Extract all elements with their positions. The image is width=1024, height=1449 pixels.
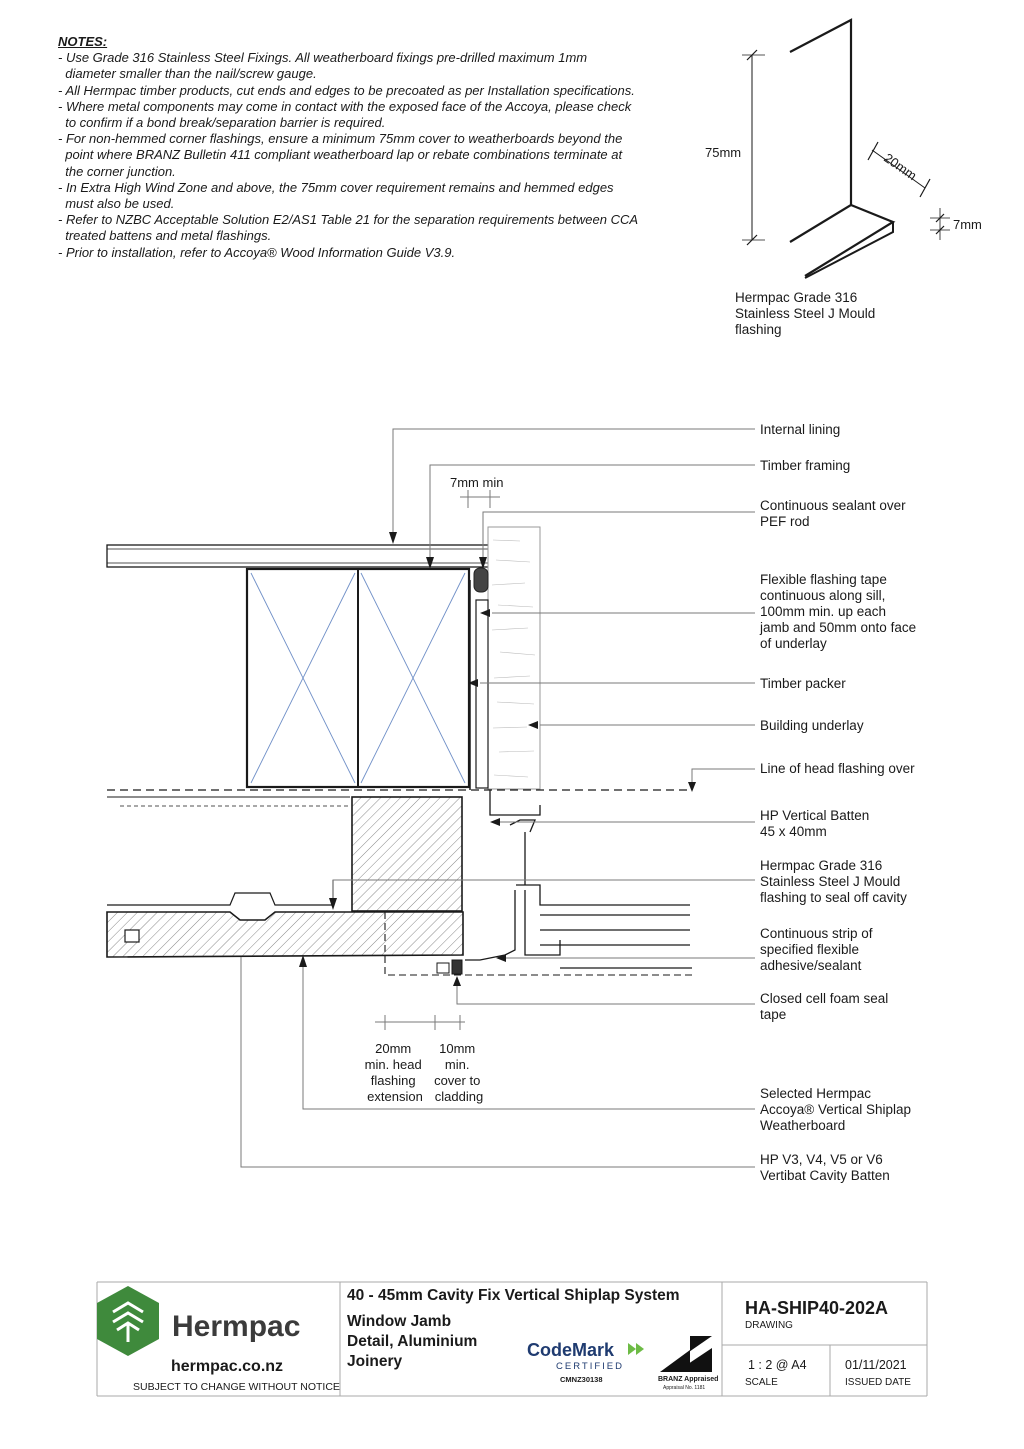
section-drawing: [107, 527, 692, 975]
notes-line: - In Extra High Wind Zone and above, the 75mm cover requirement remains and hemmed edges: [58, 179, 614, 195]
codemark-certified: CERTIFIED: [556, 1361, 624, 1372]
notes-line: point where BRANZ Bulletin 411 compliant weatherboard lap or rebate combinations terminate at: [58, 147, 623, 163]
notes-line: must also be used.: [58, 196, 175, 212]
notes-line: treated battens and metal flashings.: [58, 228, 272, 244]
notes-line: - Refer to NZBC Acceptable Solution E2/AS1 Table 21 for the separation requirements between CCA: [58, 212, 639, 228]
jmould-caption: Hermpac Grade 316 Stainless Steel J Mould flashing: [735, 290, 876, 337]
callout-cavity-batten: HP V3, V4, V5 or V6 Vertibat Cavity Batten: [760, 1152, 890, 1183]
jmould-dim-20: 20mm: [881, 150, 920, 184]
brand-name: Hermpac: [172, 1310, 301, 1343]
hermpac-logo-icon: [97, 1286, 159, 1356]
cladding-timber: [488, 527, 540, 789]
codemark-logo: CodeMark: [527, 1340, 615, 1360]
callout-timber-packer: Timber packer: [760, 676, 846, 691]
shiplap-weatherboard: [107, 912, 463, 957]
issued-date-value: 01/11/2021: [845, 1358, 907, 1372]
notes-line: - Prior to installation, refer to Accoya® Wood Information Guide V3.9.: [58, 244, 456, 260]
foam-seal-tape: [452, 960, 462, 974]
jmould-dim-7: 7mm: [953, 217, 982, 232]
notes-line: - Where metal components may come in contact with the exposed face of the Accoya, please check: [58, 98, 632, 114]
aluminium-joinery: [465, 790, 692, 968]
j-mould-sketch: [742, 20, 950, 278]
notes-line: - Use Grade 316 Stainless Steel Fixings. All weatherboard fixings pre-drilled maximum 1mm: [58, 50, 588, 66]
notes-line: to confirm if a bond break/separation barrier is required.: [58, 115, 386, 131]
system-title: 40 - 45mm Cavity Fix Vertical Shiplap System: [347, 1287, 680, 1304]
callout-internal-lining: Internal lining: [760, 422, 841, 437]
dim-7mm-min: 7mm min: [450, 475, 504, 490]
callout-flashing-tape: Flexible flashing tape continuous along sill, 100mm min. up each jamb and 50mm onto face of underlay: [760, 572, 917, 651]
drawing-number: HA-SHIP40-202A: [745, 1298, 889, 1318]
codemark-chevron-icon: [628, 1343, 636, 1355]
callout-building-underlay: Building underlay: [760, 718, 864, 733]
scale-value: 1 : 2 @ A4: [748, 1358, 807, 1372]
vertical-batten: [352, 797, 462, 911]
brand-website: hermpac.co.nz: [171, 1358, 284, 1375]
callout-adhesive: Continuous strip of specified flexible adhesive/sealant: [760, 926, 873, 973]
notes-line: the corner junction.: [58, 163, 176, 179]
callout-j-mould: Hermpac Grade 316 Stainless Steel J Mould flashing to seal off cavity: [760, 858, 907, 905]
drawing-label: DRAWING: [745, 1320, 793, 1331]
jmould-dim-75: 75mm: [705, 145, 742, 160]
detail-title: Window Jamb Detail, Aluminium Joinery: [347, 1313, 478, 1370]
callout-shiplap: Selected Hermpac Accoya® Vertical Shiplap Weatherboard: [760, 1086, 912, 1133]
branz-appraised: BRANZ Appraised: [658, 1376, 719, 1383]
callout-sealant: Continuous sealant over PEF rod: [760, 498, 906, 529]
branz-appraisal-number: Appraisal No. 1181: [663, 1385, 706, 1391]
dim-head-extension: 20mm min. head flashing extension: [364, 1041, 423, 1104]
title-block: [97, 1282, 927, 1396]
dim-cover-to-cladding: 10mm min. cover to cladding: [434, 1041, 484, 1104]
notes-line: diameter smaller than the nail/screw gauge.: [58, 66, 317, 82]
notes-title: NOTES:: [58, 34, 108, 49]
callout-foam-tape: Closed cell foam seal tape: [760, 991, 889, 1022]
notes-line: - All Hermpac timber products, cut ends and edges to be precoated as per Installation specifications.: [58, 82, 635, 98]
scale-label: SCALE: [745, 1377, 778, 1388]
issued-date-label: ISSUED DATE: [845, 1377, 911, 1388]
callout-timber-framing: Timber framing: [760, 458, 851, 473]
pef-rod: [474, 568, 488, 592]
notes-line: - For non-hemmed corner flashings, ensure a minimum 75mm cover to weatherboards beyond the: [58, 131, 623, 147]
disclaimer: SUBJECT TO CHANGE WITHOUT NOTICE: [133, 1381, 340, 1393]
callout-head-flashing: Line of head flashing over: [760, 761, 915, 776]
timber-packer: [476, 600, 488, 788]
callout-vertical-batten: HP Vertical Batten 45 x 40mm: [760, 808, 870, 839]
codemark-number: CMNZ30138: [560, 1375, 603, 1384]
internal-lining-board: [107, 545, 510, 567]
